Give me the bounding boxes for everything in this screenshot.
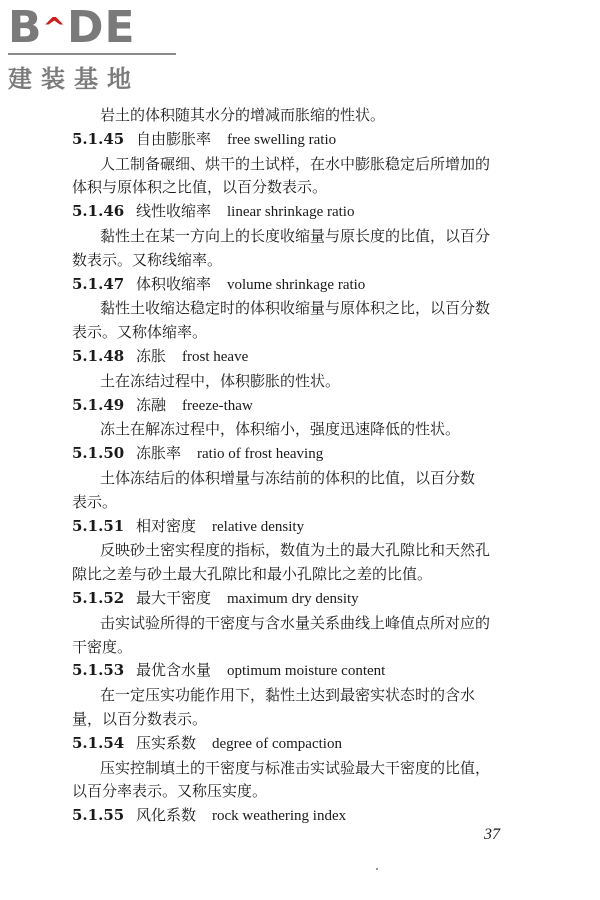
term-chinese: 压实系数 bbox=[136, 733, 197, 752]
term-chinese: 相对密度 bbox=[136, 516, 197, 535]
term-chinese: 冻胀率 bbox=[136, 444, 182, 463]
term-heading bbox=[72, 587, 522, 612]
term-heading bbox=[72, 128, 522, 153]
term-number: 5.1.54 bbox=[72, 733, 125, 752]
term-chinese: 自由膨胀率 bbox=[136, 129, 212, 148]
term-number: 5.1.53 bbox=[72, 661, 125, 680]
term-english: linear shrinkage ratio bbox=[227, 204, 355, 221]
definition-line: 岩土的体积随其水分的增减而胀缩的性状。 bbox=[100, 106, 386, 124]
logo-wordmark: B^DE bbox=[8, 2, 136, 53]
term-chinese: 风化系数 bbox=[136, 806, 197, 825]
term-english: freeze-thaw bbox=[182, 397, 253, 414]
term-heading bbox=[72, 804, 522, 829]
term-english: relative density bbox=[212, 518, 305, 535]
term-heading bbox=[72, 732, 522, 757]
definition-line: 黏性土在某一方向上的长度收缩量与原长度的比值，以百分 bbox=[100, 226, 491, 245]
term-number: 5.1.45 bbox=[72, 129, 125, 148]
term-english: maximum dry density bbox=[227, 590, 359, 607]
definition-line: 人工制备碾细、烘干的土试样，在水中膨胀稳定后所增加的 bbox=[100, 154, 491, 173]
term-heading bbox=[72, 200, 522, 225]
logo-accent-mark: ^ bbox=[42, 11, 68, 44]
term-heading bbox=[72, 515, 522, 540]
term-english: frost heave bbox=[182, 348, 249, 365]
definition-line: 量，以百分数表示。 bbox=[72, 709, 208, 728]
term-number: 5.1.47 bbox=[72, 274, 125, 293]
term-english: volume shrinkage ratio bbox=[227, 276, 366, 293]
definition-line: 冻土在解冻过程中，体积缩小，强度迅速降低的性状。 bbox=[100, 420, 461, 439]
term-number: 5.1.48 bbox=[72, 346, 125, 365]
term-heading bbox=[72, 659, 522, 684]
term-number: 5.1.52 bbox=[72, 588, 125, 607]
definition-line: 以百分率表示。又称压实度。 bbox=[72, 782, 268, 801]
definition-line: 土体冻结后的体积增量与冻结前的体积的比值，以百分数 bbox=[100, 468, 476, 487]
definition-line: 隙比之差与砂土最大孔隙比和最小孔隙比之差的比值。 bbox=[72, 565, 433, 584]
definition-line: 土在冻结过程中，体积膨胀的性状。 bbox=[100, 371, 341, 390]
term-number: 5.1.49 bbox=[72, 395, 125, 414]
term-heading bbox=[72, 345, 522, 370]
definition-line: 表示。 bbox=[72, 492, 118, 511]
term-english: ratio of frost heaving bbox=[197, 446, 324, 463]
logo-divider bbox=[8, 53, 176, 55]
term-english: degree of compaction bbox=[212, 735, 342, 752]
term-number: 5.1.55 bbox=[72, 806, 125, 825]
term-chinese: 最大干密度 bbox=[136, 588, 212, 607]
term-chinese: 最优含水量 bbox=[136, 661, 212, 680]
term-chinese: 线性收缩率 bbox=[136, 202, 212, 221]
term-chinese: 冻胀 bbox=[136, 346, 167, 365]
definition-line: 在一定压实功能作用下，黏性土达到最密实状态时的含水 bbox=[100, 686, 476, 705]
definition-line: 压实控制填土的干密度与标准击实试验最大干密度的比值， bbox=[100, 758, 491, 777]
term-number: 5.1.46 bbox=[72, 202, 125, 221]
scan-dot bbox=[376, 868, 378, 870]
term-number: 5.1.50 bbox=[72, 444, 125, 463]
definition-line: 击实试验所得的干密度与含水量关系曲线上峰值点所对应的 bbox=[100, 613, 491, 632]
definition-line: 干密度。 bbox=[72, 637, 133, 656]
term-heading bbox=[72, 442, 522, 467]
document-body bbox=[72, 104, 522, 829]
logo-subtitle: 建装基地 bbox=[8, 65, 140, 93]
term-english: free swelling ratio bbox=[227, 131, 337, 148]
term-chinese: 冻融 bbox=[136, 395, 167, 414]
term-english: rock weathering index bbox=[212, 808, 347, 825]
definition-line: 黏性土收缩达稳定时的体积收缩量与原体积之比，以百分数 bbox=[100, 299, 491, 318]
term-heading bbox=[72, 394, 522, 419]
definition-line: 表示。又称体缩率。 bbox=[72, 323, 208, 342]
definition-line: 数表示。又称线缩率。 bbox=[72, 250, 223, 269]
definition-line: 体积与原体积之比值，以百分数表示。 bbox=[72, 178, 328, 197]
page-number: 37 bbox=[484, 826, 500, 843]
definition-line: 反映砂土密实程度的指标，数值为土的最大孔隙比和天然孔 bbox=[100, 541, 491, 560]
term-chinese: 体积收缩率 bbox=[136, 274, 212, 293]
term-english: optimum moisture content bbox=[227, 663, 386, 680]
bade-logo bbox=[8, 2, 176, 94]
term-number: 5.1.51 bbox=[72, 516, 125, 535]
term-heading bbox=[72, 273, 522, 298]
